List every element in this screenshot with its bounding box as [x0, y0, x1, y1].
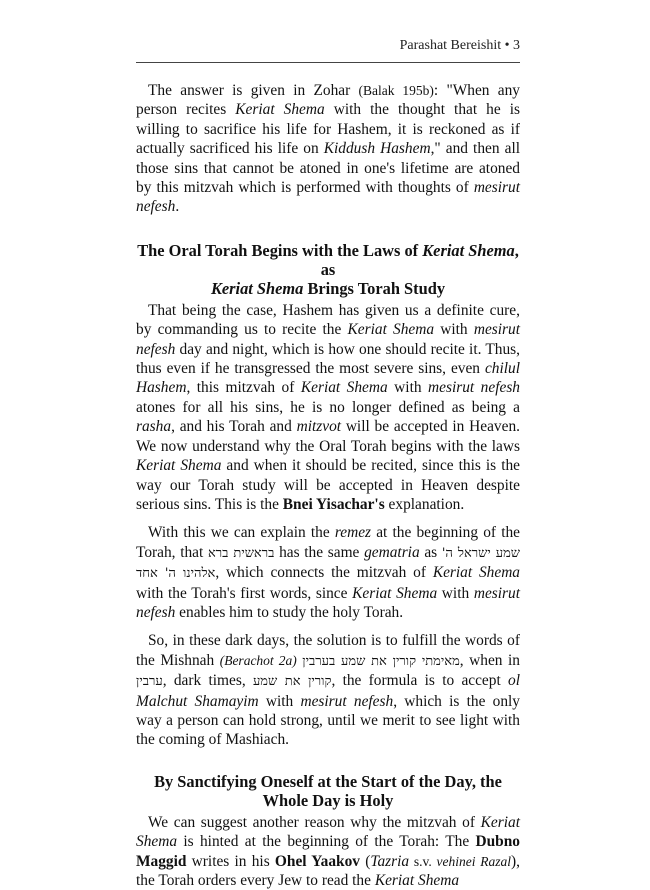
paragraph-remez: With this we can explain the remez at the beginning of the Torah, that בראשית ברא has the same gematria as שמע ישראל ה' אלהינו ה' אחד, which connects the mitzvah of Keriat Shema with the Torah's first words, since Keriat Shema with mesirut nefesh enables him to study the holy Torah. — [136, 524, 521, 621]
paragraph-dark-days: So, in these dark days, the solution is to fulfill the words of the Mishnah (Berachot 2a) מאימתי קורין את שמע בערבין, when in ערבין, dark times, קורין את שמע, the formula is to accept ol Malchut Shamayim with mesirut nefesh, which is the only way a person can hold strong, until we merit to see light with the coming of Mashiach. — [136, 632, 520, 749]
paragraph-dubno-maggid: We can suggest another reason why the mitzvah of Keriat Shema is hinted at the beginning of the Torah: The Dubno Maggid writes in his Ohel Yaakov (Tazria s.v. vehinei Razal), the Torah orders every Jew to read the Keriat Shema — [136, 813, 520, 889]
running-header: Parashat Bereishit • 3 — [399, 38, 520, 53]
paragraph-zohar: The answer is given in Zohar (Balak 195b): "When any person recites Keriat Shema with the thought that he is willing to sacrifice his life for Hashem, it is reckoned as if actually sacrificed his life on Kiddush Hashem," and then all those sins that cannot be atoned in one's lifetime are atoned by this mitzvah which is performed with thoughts of mesirut nefesh. — [136, 82, 520, 216]
paragraph-definite-cure: That being the case, Hashem has given us a definite cure, by commanding us to recite the Keriat Shema with mesirut nefesh day and night, which is how one should recite it. Thus, thus even if he transgressed the most severe sins, even chilul Hashem, this mitzvah of Keriat Shema with mesirut nefesh atones for all his sins, he is no longer defined as being a rasha, and his Torah and mitzvot will be accepted in Heaven. We now understand why the Oral Torah begins with the laws Keriat Shema and when it should be recited, since this is the way our Torah study will be accepted in Heaven despite serious sins. This is the Bnei Yisachar's explanation. — [136, 301, 521, 513]
section-heading-sanctifying: By Sanctifying Oneself at the Start of the Day, the Whole Day is Holy — [154, 771, 502, 810]
body-text — [136, 76, 520, 890]
section-heading-oral-torah: The Oral Torah Begins with the Laws of Keriat Shema, as Keriat Shema Brings Torah Study — [137, 240, 519, 298]
header-rule — [136, 62, 520, 63]
